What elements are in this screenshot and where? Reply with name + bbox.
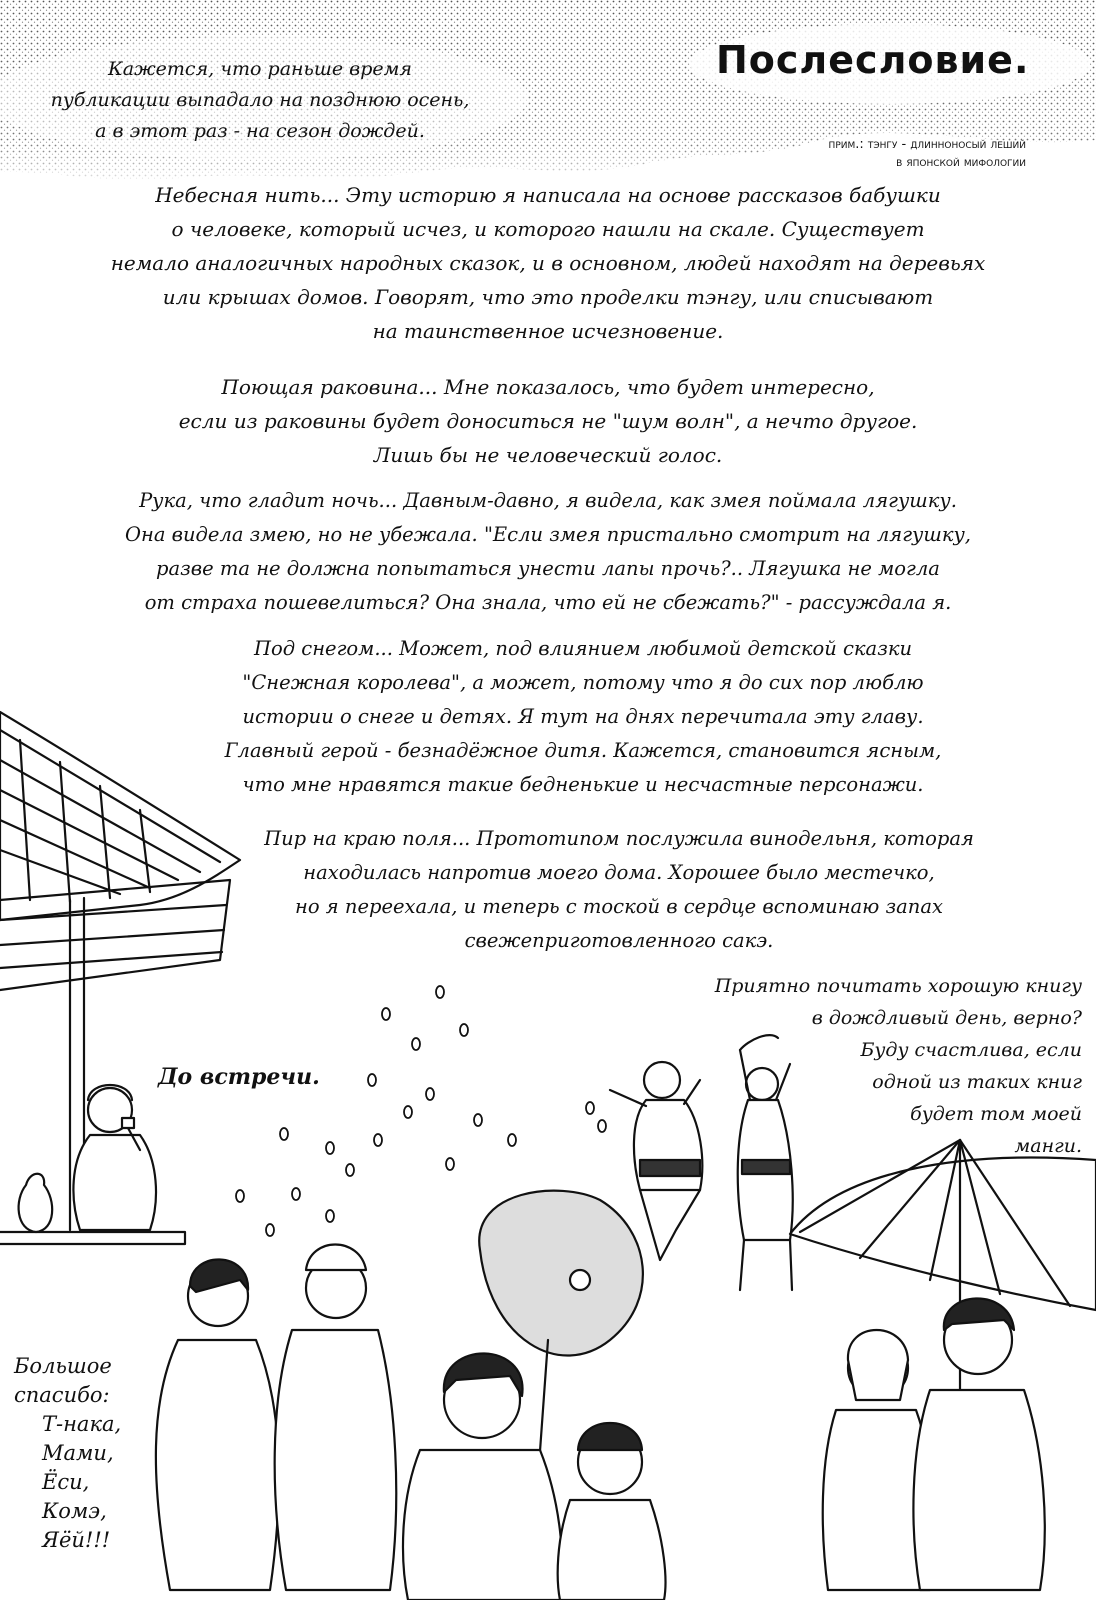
paragraph-line: немало аналогичных народных сказок, и в основном, людей находят на деревьях — [110, 251, 986, 275]
thanks-line: Яёй!!! — [42, 1528, 111, 1552]
paragraph-line: от страха пошевелиться? Она знала, что ей не сбежать?" - рассуждала я. — [144, 591, 952, 614]
paragraph-line: Пир на краю поля... Прототипом послужила винодельня, которая — [264, 827, 974, 850]
note-line: прим.: тэнгу - длинноносый леший — [828, 137, 1026, 152]
closing-line: Приятно почитать хорошую книгу — [714, 975, 1082, 997]
closing-line: одной из таких книг — [872, 1071, 1082, 1093]
paragraph-line: разве та не должна попытаться унести лапы прочь?.. Лягушка не могла — [156, 557, 940, 580]
paragraph-line: Под снегом... Может, под влиянием любимой детской сказки — [253, 637, 913, 660]
paragraph-line: Рука, что гладит ночь... Давным-давно, я видела, как змея поймала лягушку. — [139, 489, 957, 512]
paragraph-line: находилась напротив моего дома. Хорошее было местечко, — [303, 861, 935, 884]
paragraph-line: "Снежная королева", а может, потому что я до сих пор люблю — [242, 671, 924, 694]
closing-line: будет том моей — [910, 1103, 1082, 1125]
thanks-line: спасибо: — [14, 1383, 110, 1407]
paragraph-line: если из раковины будет доноситься не "шум волн", а нечто другое. — [178, 409, 918, 433]
thanks-line: Ёси, — [42, 1470, 90, 1494]
paragraph-line: Небесная нить... Эту историю я написала на основе рассказов бабушки — [155, 183, 941, 207]
paragraph-line: Лишь бы не человеческий голос. — [373, 443, 723, 467]
thanks-line: Мами, — [42, 1441, 114, 1465]
intro-line: Кажется, что раньше время — [108, 58, 412, 80]
paragraph-line: Главный герой - безнадёжное дитя. Кажется, становится ясным, — [224, 739, 942, 762]
paragraph-line: что мне нравятся такие бедненькие и несчастные персонажи. — [242, 773, 924, 796]
thanks-line: Комэ, — [42, 1499, 107, 1523]
thanks-line: Большое — [14, 1354, 112, 1378]
paragraph-line: истории о снеге и детях. Я тут на днях перечитала эту главу. — [242, 705, 924, 728]
seated-man — [19, 1085, 156, 1232]
paragraph-line: Поющая раковина... Мне показалось, что будет интересно, — [221, 375, 875, 399]
paragraph-line: на таинственное исчезновение. — [372, 319, 724, 343]
thanks-line: Т-нака, — [42, 1412, 122, 1436]
paragraph-line: Она видела змею, но не убежала. "Если змея пристально смотрит на лягушку, — [124, 523, 971, 546]
note-line: в японской мифологии — [896, 155, 1026, 170]
farewell-text: До встречи. — [158, 1064, 320, 1090]
page-title: Послесловие. — [716, 38, 1030, 82]
paragraph-line: но я переехала, и теперь с тоской в сердце вспоминаю запах — [295, 895, 943, 918]
intro-line: а в этот раз - на сезон дождей. — [95, 120, 425, 142]
intro-line: публикации выпадало на позднюю осень, — [50, 89, 470, 111]
closing-line: манги. — [1014, 1135, 1082, 1157]
thanks-text — [14, 1352, 144, 1555]
paragraph-line: или крышах домов. Говорят, что это проделки тэнгу, или списывают — [162, 285, 934, 309]
paragraph-line: о человеке, который исчез, и которого нашли на скале. Существует — [171, 217, 925, 241]
paragraph-line: свежеприготовленного сакэ. — [464, 929, 774, 952]
closing-text — [662, 970, 1082, 1162]
closing-line: в дождливый день, верно? — [811, 1007, 1082, 1029]
closing-line: Буду счастлива, если — [860, 1039, 1082, 1061]
